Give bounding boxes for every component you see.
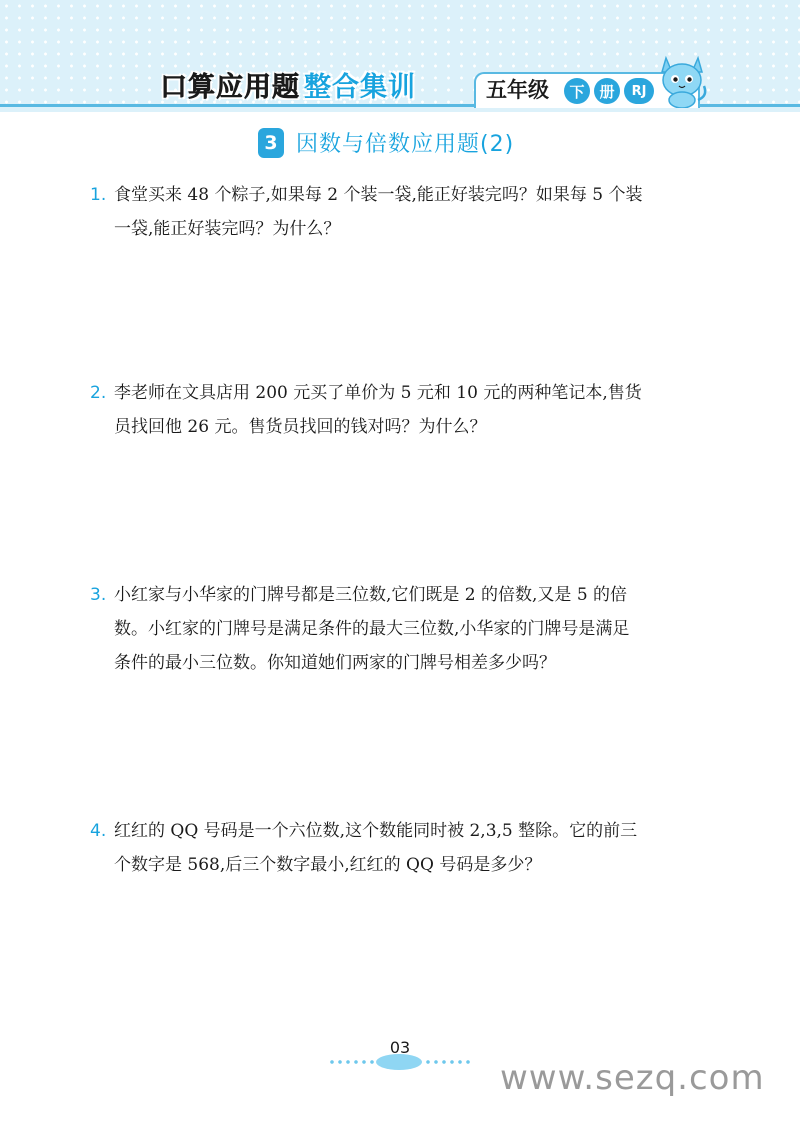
edition-badge: RJ xyxy=(624,78,654,104)
section-heading xyxy=(258,127,514,158)
problem-line xyxy=(90,178,720,212)
section-number-badge: 3 xyxy=(258,128,284,158)
problem-text: 个数字是 568,后三个数字最小,红红的 QQ 号码是多少？ xyxy=(114,855,542,875)
problem-number: 4. xyxy=(90,821,107,841)
problem-text: 员找回他 26 元。售货员找回的钱对吗？为什么？ xyxy=(114,417,487,437)
problem-4 xyxy=(90,814,720,882)
problem-line xyxy=(90,376,720,410)
problem-line xyxy=(90,814,720,848)
series-title xyxy=(160,60,416,108)
grade-label: 五年级 xyxy=(486,78,549,102)
problem-text: 一袋,能正好装完吗？为什么？ xyxy=(114,219,341,239)
problem-text: 红红的 QQ 号码是一个六位数,这个数能同时被 2,3,5 整除。它的前三 xyxy=(114,821,638,841)
series-title-plain: 口算应用题 xyxy=(160,71,300,103)
problem-number: 1. xyxy=(90,185,107,205)
series-title-accent: 整合集训 xyxy=(304,71,416,103)
cat-mascot-icon xyxy=(654,48,710,108)
problem-1 xyxy=(90,178,720,246)
problem-line xyxy=(90,578,720,612)
page-number: 03 xyxy=(389,1038,411,1057)
section-title: 因数与倍数应用题(2) xyxy=(296,132,515,157)
problem-number: 3. xyxy=(90,585,107,605)
problem-text: 条件的最小三位数。你知道她们两家的门牌号相差多少吗？ xyxy=(114,653,556,673)
page-number-area xyxy=(328,1038,472,1074)
problem-text: 食堂买来 48 个粽子,如果每 2 个装一袋,能正好装完吗？如果每 5 个装 xyxy=(114,185,643,205)
problem-text: 小红家与小华家的门牌号都是三位数,它们既是 2 的倍数,又是 5 的倍 xyxy=(114,585,628,605)
problem-text: 李老师在文具店用 200 元买了单价为 5 元和 10 元的两种笔记本,售货 xyxy=(114,383,642,403)
problem-3 xyxy=(90,578,720,680)
term-badge-2: 册 xyxy=(594,78,620,104)
watermark: www.sezq.com xyxy=(500,1058,765,1098)
term-badge-1: 下 xyxy=(564,78,590,104)
problem-number: 2. xyxy=(90,383,107,403)
problem-text: 数。小红家的门牌号是满足条件的最大三位数,小华家的门牌号是满足 xyxy=(114,619,630,639)
problem-2 xyxy=(90,376,720,444)
